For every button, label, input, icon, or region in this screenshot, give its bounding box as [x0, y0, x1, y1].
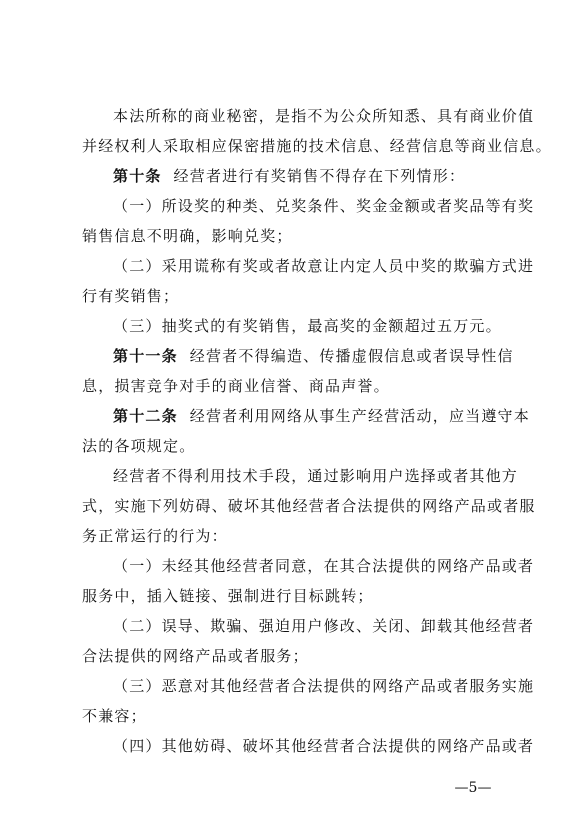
article-11 [82, 341, 512, 371]
paragraph-line: 行有奖销售； [82, 287, 180, 305]
paragraph-line: （三）恶意对其他经营者合法提供的网络产品或者服务实施 [113, 677, 535, 695]
article-text: 经营者利用网络从事生产经营活动，应当遵守本 [189, 407, 530, 425]
article-12 [82, 401, 530, 431]
paragraph-line: （一）所设奖的种类、兑奖条件、奖金金额或者奖品等有奖 [113, 197, 535, 215]
article-heading: 第十条 [113, 167, 162, 185]
paragraph-line: 经营者不得利用技术手段，通过影响用户选择或者其他方 [113, 467, 519, 485]
article-spacer [178, 347, 190, 365]
paragraph-line: （一）未经其他经营者同意，在其合法提供的网络产品或者 [113, 557, 535, 575]
article-10 [82, 161, 512, 191]
paragraph-line: 合法提供的网络产品或者服务； [82, 647, 309, 665]
paragraph-line: 式，实施下列妨碍、破坏其他经营者合法提供的网络产品或者服 [82, 497, 536, 515]
paragraph-line: 本法所称的商业秘密，是指不为公众所知悉、具有商业价值 [113, 107, 535, 125]
article-text: 经营者进行有奖销售不得存在下列情形： [173, 167, 466, 185]
page-number: —5— [454, 780, 492, 796]
article-heading: 第十二条 [113, 407, 178, 425]
article-heading: 第十一条 [113, 347, 178, 365]
paragraph-line: （二）采用谎称有奖或者故意让内定人员中奖的欺骗方式进 [113, 257, 535, 275]
paragraph-line: （三）抽奖式的有奖销售，最高奖的金额超过五万元。 [113, 317, 502, 335]
paragraph-line: （四）其他妨碍、破坏其他经营者合法提供的网络产品或者 [113, 737, 535, 755]
article-spacer [162, 167, 174, 185]
article-spacer [178, 407, 190, 425]
paragraph-line: 息，损害竞争对手的商业信誉、商品声誉。 [82, 377, 390, 395]
body-text [82, 101, 552, 761]
paragraph-line: 务正常运行的行为： [82, 527, 228, 545]
paragraph-line: 并经权利人采取相应保密措施的技术信息、经营信息等商业信息。 [82, 137, 552, 155]
paragraph-line: 服务中，插入链接、强制进行目标跳转； [82, 587, 374, 605]
article-text: 经营者不得编造、传播虚假信息或者误导性信 [189, 347, 514, 365]
paragraph-line: 销售信息不明确，影响兑奖； [82, 227, 293, 245]
paragraph-line: 法的各项规定。 [82, 437, 196, 455]
paragraph-line: 不兼容； [82, 707, 147, 725]
paragraph-line: （二）误导、欺骗、强迫用户修改、关闭、卸载其他经营者 [113, 617, 535, 635]
